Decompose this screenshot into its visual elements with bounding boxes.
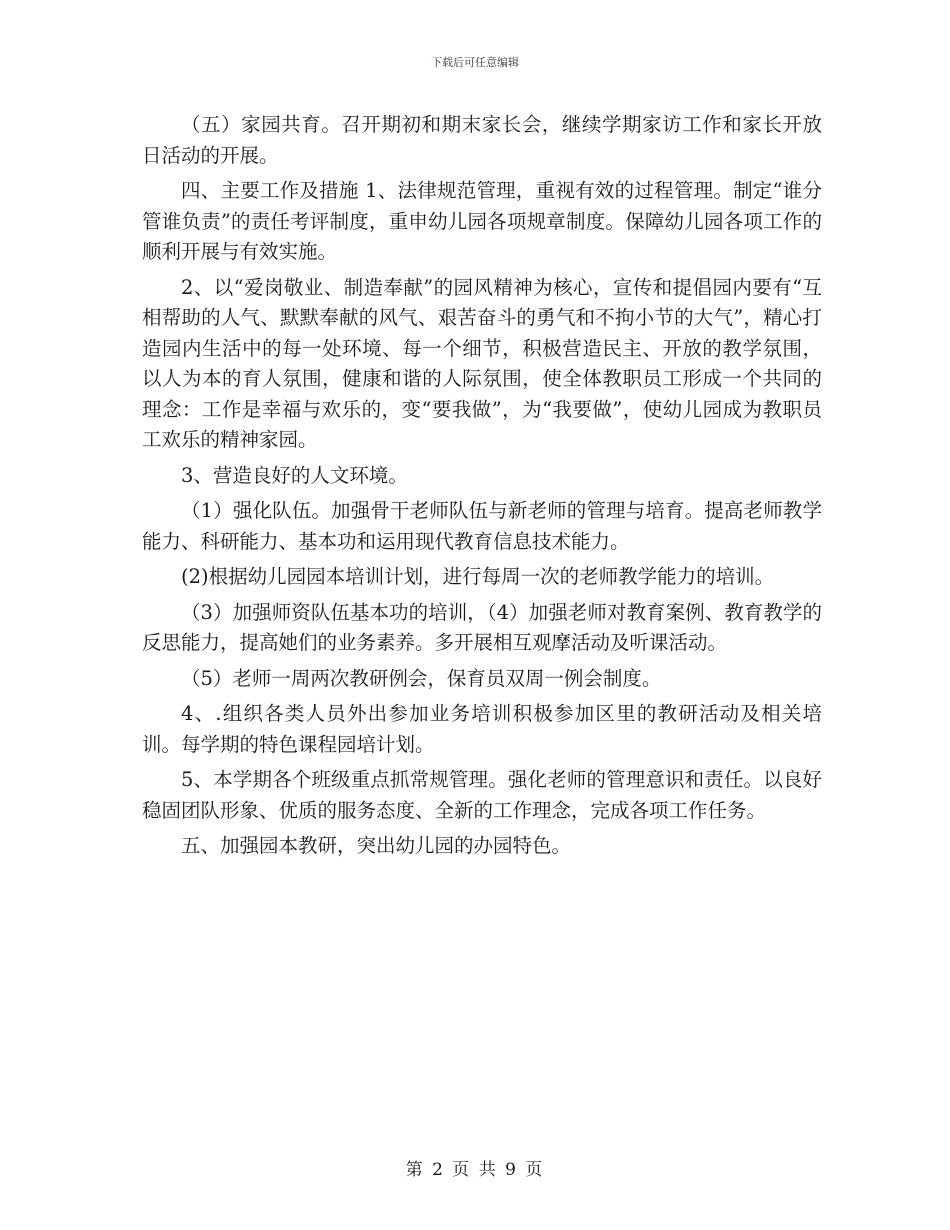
paragraph-humanistic-env: 3、营造良好的人文环境。 [181,463,408,487]
paragraph-school-research: 五、加强园本教研，突出幼儿园的办园特色。 [181,834,572,857]
paragraph-training-plan: (2)根据幼儿园园本培训计划，进行每周一次的老师教学能力的培训。 [181,565,775,588]
paragraph-basic-skills: （3）加强师资队伍基本功的培训，（4）加强老师对教育案例、教育教学的反思能力，提高她们的业务素养。多开展相互观摩活动及听课活动。 [142,600,822,654]
paragraph-research-meeting: （5）老师一周两次教研例会，保育员双周一例会制度。 [181,666,662,690]
page-number: 第 2 页 共 9 页 [405,1160,545,1180]
paragraph-culture-spirit: 2、以“爱岗敬业、制造奉献”的园风精神为核心，宣传和提倡园内要有“互相帮助的人气、默默奉献的风气、艰苦奋斗的勇气和不拘小节的大气”，精心打造园内生活中的每一处环境、每一个细节，积极营造民主、开放的教学氛围，以人为本的育人氛围，健康和谐的人际氛围，使全体教职员工形成一个共同的理念：工作是幸福与欢乐的，变“要我做”，为“我要做”，使幼儿园成为教职员工欢乐的精神家园。 [142,275,822,451]
paragraph-team-building: （1）强化队伍。加强骨干老师队伍与新老师的管理与培育。提高老师教学能力、科研能力、基本功和运用现代教育信息技术能力。 [142,499,822,553]
paragraph-home-school: （五）家园共育。召开期初和期末家长会，继续学期家访工作和家长开放日活动的开展。 [142,113,822,167]
paragraph-class-management: 5、本学期各个班级重点抓常规管理。强化老师的管理意识和责任。以良好稳固团队形象、优质的服务态度、全新的工作理念，完成各项工作任务。 [142,768,822,822]
paragraph-main-measures: 四、主要工作及措施 1、法律规范管理，重视有效的过程管理。制定“谁分管谁负责”的责任考评制度，重申幼儿园各项规章制度。保障幼儿园各项工作的顺利开展与有效实施。 [142,179,822,263]
document-body [142,110,822,867]
paragraph-external-training: 4、.组织各类人员外出参加业务培训积极参加区里的教研活动及相关培训。每学期的特色课程园培计划。 [142,702,822,756]
page-header: 下载后可任意编辑 [431,56,519,69]
